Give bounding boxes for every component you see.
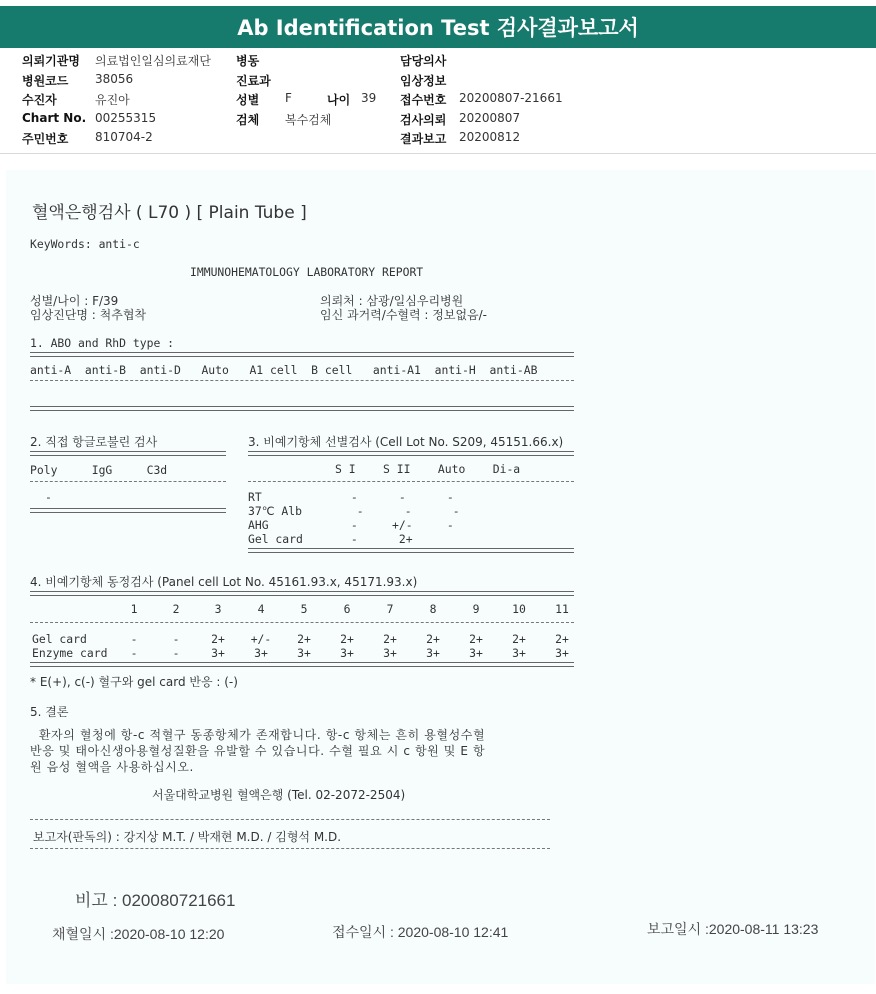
- panel-result-cell: 3+: [254, 646, 268, 660]
- referral: 의뢰처 : 삼광/일심우리병원: [320, 294, 464, 308]
- screening-row-alb: 37℃ Alb - - -: [248, 504, 460, 518]
- panel-column-number: 4: [257, 602, 265, 616]
- label-institution: 의뢰기관명: [22, 54, 80, 68]
- panel-result-cell: 3+: [426, 646, 440, 660]
- panel-column-number: 2: [172, 602, 180, 616]
- hospital-contact: 서울대학교병원 혈액은행 (Tel. 02-2072-2504): [152, 788, 406, 802]
- dashed-rule: [30, 848, 550, 849]
- label-resident-no: 주민번호: [22, 132, 69, 146]
- panel-result-cell: 2+: [469, 632, 483, 646]
- panel-column-number: 7: [386, 602, 394, 616]
- label-patient: 수진자: [22, 93, 57, 107]
- abo-headers: anti-A anti-B anti-D Auto A1 cell B cell anti-A1 anti-H anti-AB: [30, 363, 538, 377]
- label-chart-no: Chart No.: [22, 110, 87, 125]
- double-rule: [30, 406, 574, 411]
- screening-row-ahg: AHG - +/- -: [248, 518, 454, 532]
- value-patient: 유진아: [95, 93, 130, 107]
- remark: 비고 : 020080721661: [75, 891, 236, 910]
- panel-result-cell: -: [172, 632, 180, 646]
- panel-result-cell: 3+: [211, 646, 225, 660]
- double-rule: [30, 352, 574, 357]
- label-request-date: 검사의뢰: [400, 112, 447, 127]
- header-divider: [0, 153, 876, 154]
- panel-result-cell: +/-: [250, 632, 272, 646]
- draw-datetime: 채혈일시 :2020-08-10 12:20: [52, 926, 225, 942]
- screening-headers: S I S II Auto Di-a: [335, 462, 521, 476]
- panel-row-gel-label: Gel card: [32, 632, 87, 646]
- double-rule: [30, 591, 574, 596]
- section-screening-title: 3. 비예기항체 선별검사 (Cell Lot No. S209, 45151.66.x): [248, 435, 564, 449]
- dashed-rule: [248, 481, 574, 482]
- panel-result-cell: 2+: [340, 632, 354, 646]
- label-age: 나이: [327, 93, 351, 107]
- conclusion-line-2: 반응 및 태아신생아용혈성질환을 유발할 수 있습니다. 수혈 필요 시 c 항원 및 E 항: [30, 744, 486, 758]
- keywords: KeyWords: anti-c: [30, 237, 140, 251]
- panel-column-number: 1: [130, 602, 138, 616]
- panel-result-cell: 3+: [469, 646, 483, 660]
- double-rule: [248, 451, 574, 456]
- double-rule: [30, 451, 226, 456]
- dashed-rule: [30, 622, 574, 623]
- label-report-date: 결과보고: [400, 132, 447, 146]
- value-hospital-code: 38056: [95, 71, 134, 86]
- label-clinical-info: 임상정보: [400, 73, 447, 88]
- dashed-rule: [30, 481, 226, 482]
- section-panel-title: 4. 비예기항체 동정검사 (Panel cell Lot No. 45161.93.x, 45171.93.x): [30, 575, 418, 589]
- dat-headers: Poly IgG C3d: [30, 463, 168, 477]
- panel-result-cell: 2+: [211, 632, 225, 646]
- section-conclusion-title: 5. 결론: [30, 705, 69, 719]
- label-receipt-no: 접수번호: [400, 93, 447, 107]
- panel-result-cell: 2+: [383, 632, 397, 646]
- reporters: 보고자(판독의) : 강지상 M.T. / 박재현 M.D. / 김형석 M.D.: [33, 830, 342, 844]
- value-specimen: 복수검체: [285, 112, 332, 127]
- panel-result-cell: 3+: [340, 646, 354, 660]
- value-sex: F: [285, 91, 292, 105]
- label-sex: 성별: [236, 93, 260, 107]
- sex-age: 성별/나이 : F/39: [30, 294, 119, 308]
- dashed-rule: [30, 380, 574, 381]
- panel-result-cell: 2+: [426, 632, 440, 646]
- patient-header: [22, 52, 862, 150]
- value-receipt-no: 20200807-21661: [459, 91, 563, 105]
- panel-result-cell: 2+: [555, 632, 569, 646]
- panel-result-cell: 2+: [512, 632, 526, 646]
- panel-column-number: 3: [214, 602, 222, 616]
- panel-result-cell: -: [130, 646, 138, 660]
- panel-column-number: 8: [429, 602, 437, 616]
- panel-column-number: 10: [512, 602, 526, 616]
- report-title: 혈액은행검사 ( L70 ) [ Plain Tube ]: [32, 203, 307, 223]
- lab-report-title: IMMUNOHEMATOLOGY LABORATORY REPORT: [190, 265, 424, 279]
- panel-column-number: 9: [472, 602, 480, 616]
- label-ward: 병동: [236, 54, 260, 68]
- double-rule: [30, 508, 226, 513]
- conclusion-line-1: 환자의 혈청에 항-c 적혈구 동종항체가 존재합니다. 항-c 항체는 흔히 용혈성수혈: [30, 728, 486, 742]
- value-chart-no: 00255315: [95, 110, 157, 125]
- report-banner: Ab Identification Test 검사결과보고서: [0, 6, 876, 48]
- double-rule: [30, 662, 574, 667]
- label-doctor: 담당의사: [400, 54, 447, 68]
- value-age: 39: [361, 91, 377, 105]
- panel-column-number: 5: [300, 602, 308, 616]
- panel-result-cell: 3+: [383, 646, 397, 660]
- panel-row-enzyme-label: Enzyme card: [32, 646, 108, 660]
- receive-datetime: 접수일시 : 2020-08-10 12:41: [332, 924, 509, 940]
- transfusion-history: 임신 과거력/수혈력 : 정보없음/-: [320, 308, 488, 322]
- panel-result-cell: 3+: [512, 646, 526, 660]
- label-hospital-code: 병원코드: [22, 73, 69, 88]
- screening-row-rt: RT - - -: [248, 490, 454, 504]
- label-department: 진료과: [236, 73, 271, 88]
- panel-result-cell: 3+: [297, 646, 311, 660]
- report-datetime: 보고일시 :2020-08-11 13:23: [647, 921, 819, 937]
- panel-result-cell: -: [130, 632, 138, 646]
- panel-result-cell: -: [172, 646, 180, 660]
- value-resident-no: 810704-2: [95, 130, 153, 144]
- clinical-diagnosis: 임상진단명 : 척추협착: [30, 308, 147, 322]
- dashed-rule: [30, 819, 550, 820]
- value-institution: 의료법인일심의료재단: [95, 54, 211, 68]
- panel-column-number: 11: [555, 602, 569, 616]
- value-request-date: 20200807: [459, 110, 521, 125]
- panel-note: * E(+), c(-) 혈구와 gel card 반응 : (-): [30, 675, 238, 689]
- panel-column-number: 6: [343, 602, 351, 616]
- section-abo-title: 1. ABO and RhD type :: [30, 336, 175, 350]
- dat-value: -: [45, 490, 52, 504]
- section-dat-title: 2. 직접 항글로불린 검사: [30, 435, 158, 449]
- panel-result-cell: 2+: [297, 632, 311, 646]
- screening-row-gel: Gel card - 2+: [248, 532, 413, 546]
- label-specimen: 검체: [236, 112, 260, 127]
- panel-result-cell: 3+: [555, 646, 569, 660]
- double-rule: [248, 548, 574, 553]
- conclusion-line-3: 원 음성 혈액을 사용하십시오.: [30, 760, 194, 774]
- value-report-date: 20200812: [459, 130, 521, 144]
